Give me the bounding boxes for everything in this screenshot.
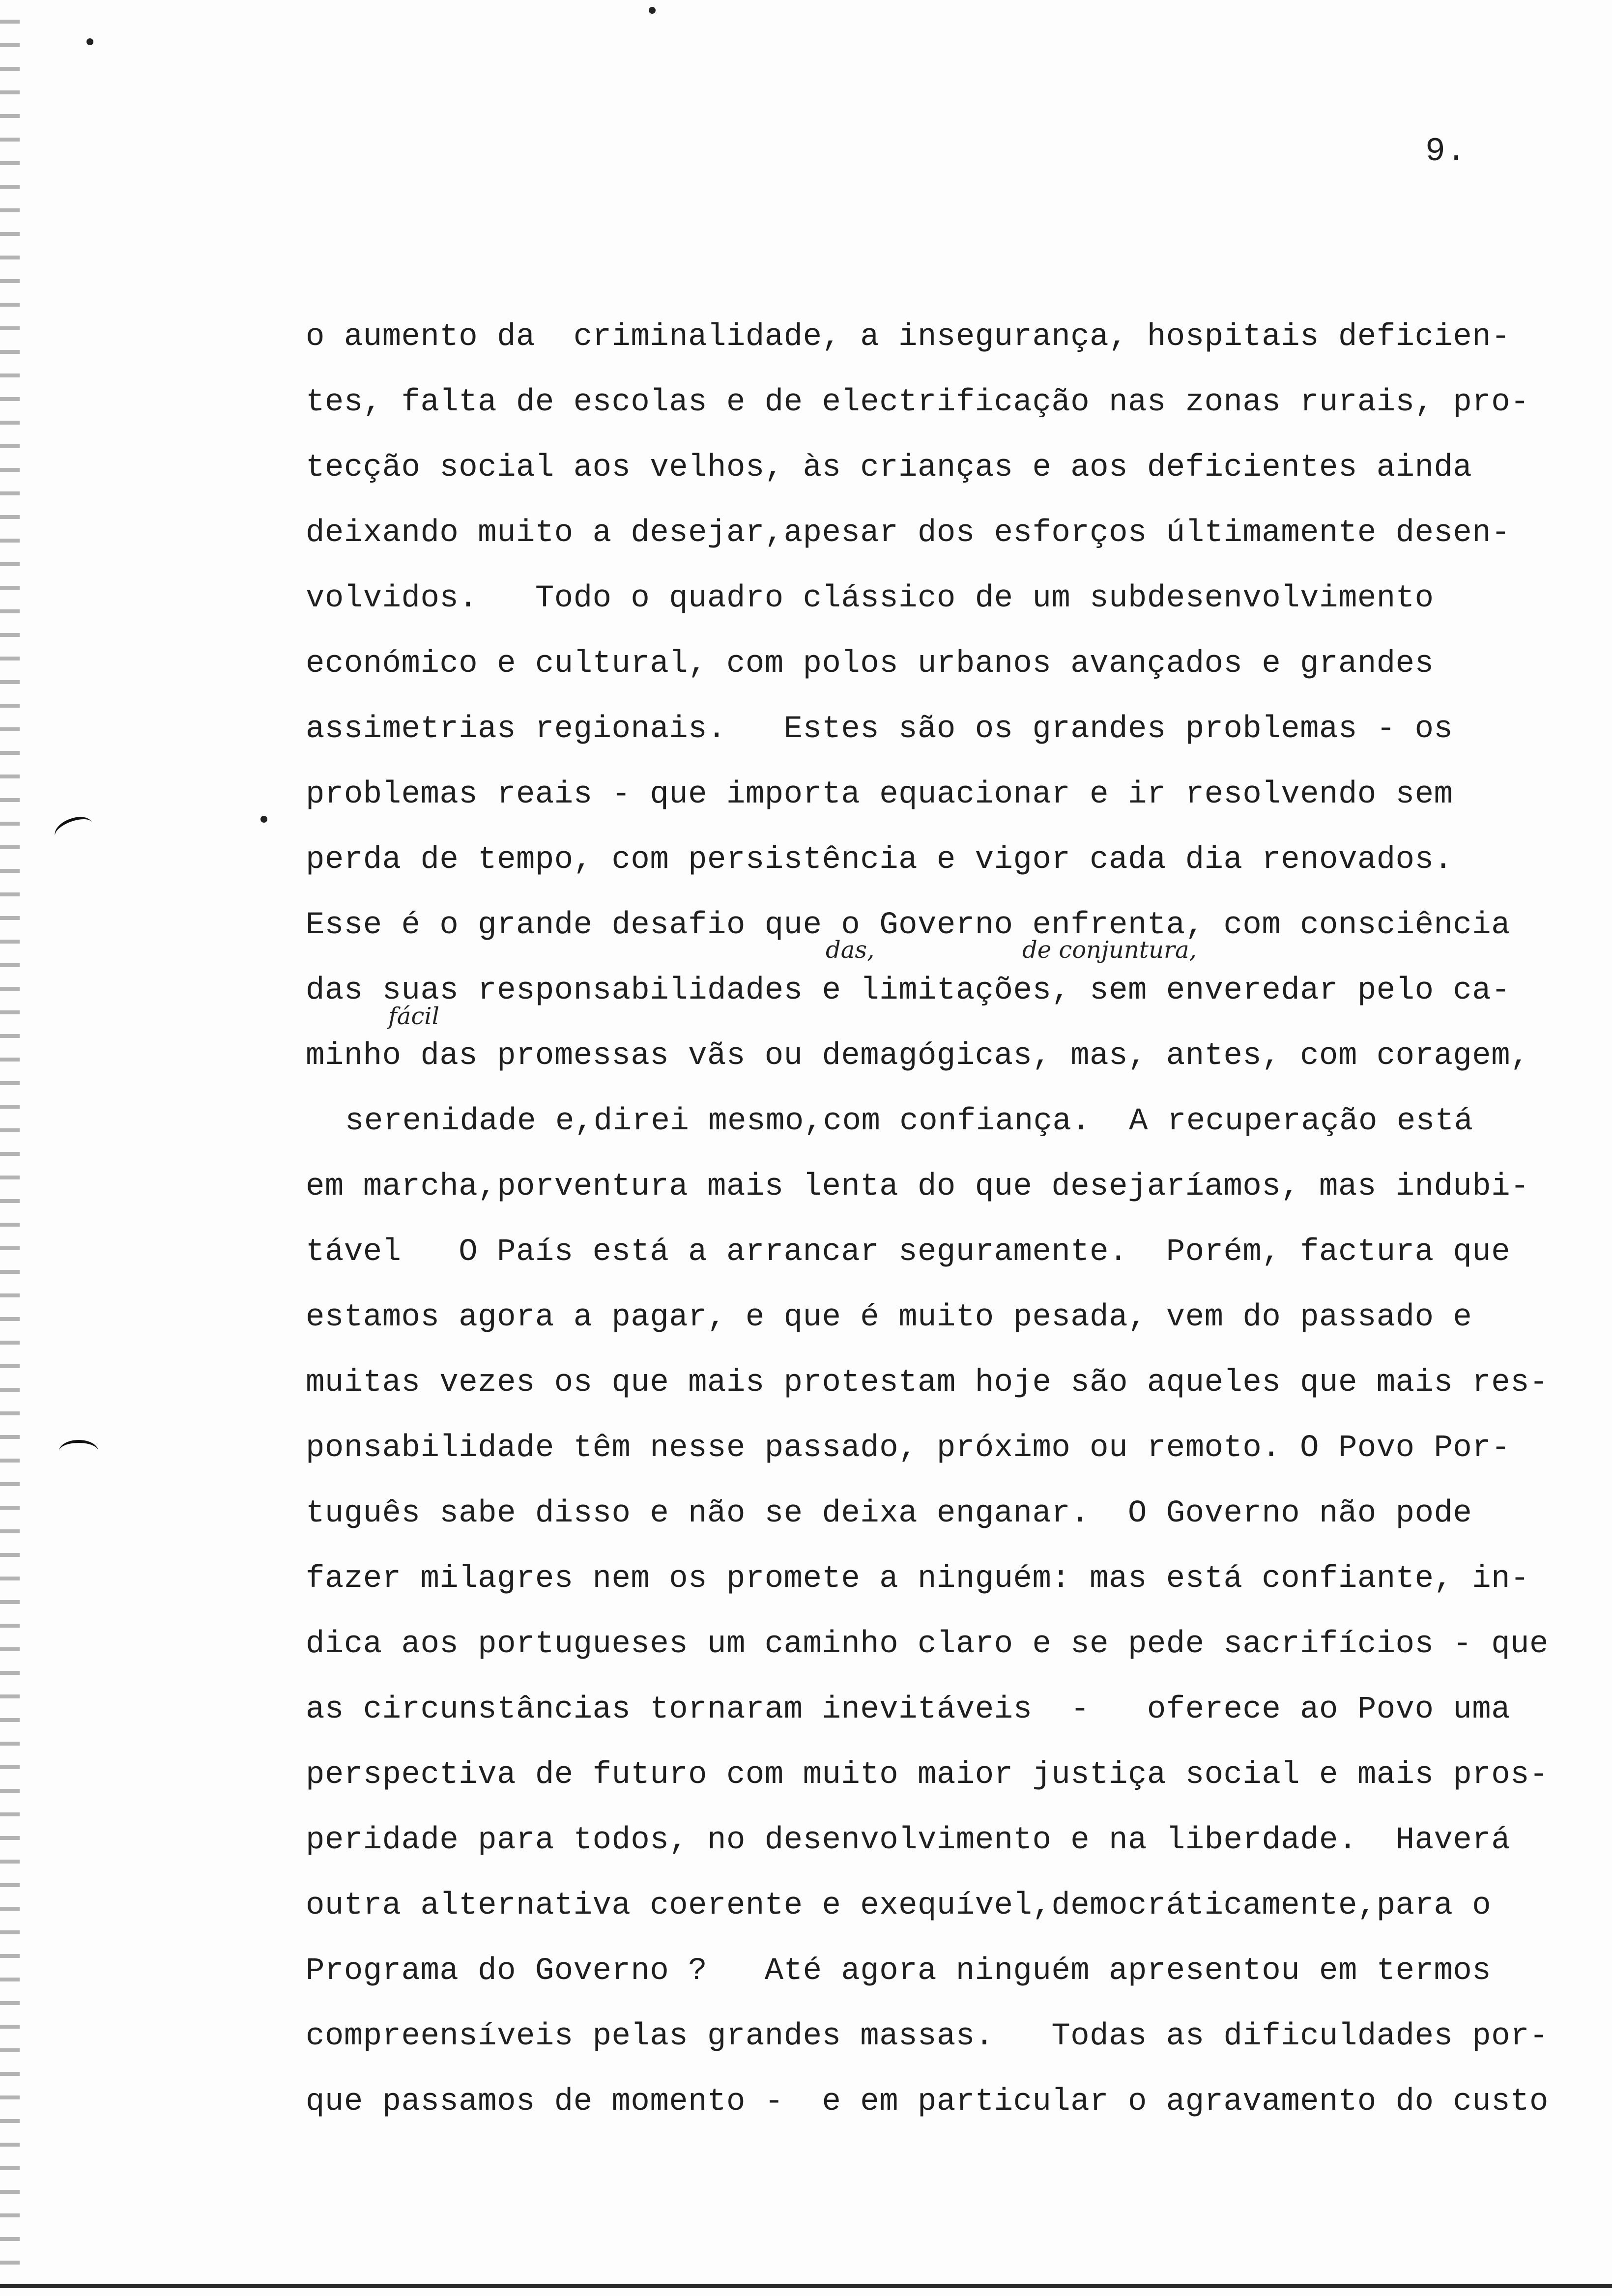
text-line: outra alternativa coerente e exequível,democráticamente,para o bbox=[306, 1888, 1492, 1923]
text-line: muitas vezes os que mais protestam hoje são aqueles que mais res- bbox=[306, 1365, 1549, 1401]
text-line: assimetrias regionais. Estes são os grandes problemas - os bbox=[306, 712, 1453, 747]
handwritten-note: fácil bbox=[388, 1003, 439, 1030]
text-line: em marcha,porventura mais lenta do que desejaríamos, mas indubi- bbox=[306, 1169, 1529, 1205]
handwritten-note: das, bbox=[826, 936, 875, 964]
text-line: o aumento da criminalidade, a insegurança, hospitais deficien- bbox=[306, 319, 1511, 355]
text-line: económico e cultural, com polos urbanos avançados e grandes bbox=[306, 646, 1434, 682]
text-line: minho das promessas vãs ou demagógicas, mas, antes, com coragem, bbox=[306, 1038, 1529, 1074]
text-line: tecção social aos velhos, às crianças e aos deficientes ainda bbox=[306, 450, 1472, 486]
text-line: deixando muito a desejar,apesar dos esforços últimamente desen- bbox=[306, 516, 1511, 551]
text-line: as circunstâncias tornaram inevitáveis - oferece ao Povo uma bbox=[306, 1692, 1511, 1727]
text-line: que passamos de momento - e em particular o agravamento do custo bbox=[306, 2084, 1549, 2120]
text-line: volvidos. Todo o quadro clássico de um subdesenvolvimento bbox=[306, 581, 1434, 616]
text-line: perspectiva de futuro com muito maior justiça social e mais pros- bbox=[306, 1757, 1549, 1793]
page-number: 9. bbox=[1425, 133, 1468, 171]
text-line: dica aos portugueses um caminho claro e se pede sacrifícios - que bbox=[306, 1627, 1549, 1662]
text-line: das suas responsabilidades e limitações, sem enveredar pelo ca- bbox=[306, 973, 1511, 1008]
text-line: tes, falta de escolas e de electrificação nas zonas rurais, pro- bbox=[306, 385, 1529, 420]
text-line: perda de tempo, com persistência e vigor cada dia renovados. bbox=[306, 842, 1453, 878]
punch-hole-mark bbox=[59, 1440, 98, 1463]
body-text bbox=[306, 305, 1583, 2135]
text-line: Esse é o grande desafio que o Governo enfrenta, com consciência bbox=[306, 908, 1511, 943]
handwritten-note: de conjuntura, bbox=[1022, 936, 1197, 964]
text-line: tável O País está a arrancar seguramente. Porém, factura que bbox=[306, 1234, 1511, 1270]
text-line: tuguês sabe disso e não se deixa enganar. O Governo não pode bbox=[306, 1496, 1472, 1531]
text-line: compreensíveis pelas grandes massas. Todas as dificuldades por- bbox=[306, 2019, 1549, 2054]
speck bbox=[649, 7, 656, 14]
binding-edge bbox=[0, 0, 20, 2296]
punch-hole-mark bbox=[52, 812, 96, 847]
text-line: ponsabilidade têm nesse passado, próximo ou remoto. O Povo Por- bbox=[306, 1431, 1511, 1466]
speck bbox=[86, 38, 93, 45]
text-line: problemas reais - que importa equacionar e ir resolvendo sem bbox=[306, 777, 1453, 812]
bottom-edge-rule bbox=[0, 2284, 1612, 2288]
text-line: peridade para todos, no desenvolvimento e na liberdade. Haverá bbox=[306, 1823, 1511, 1858]
text-line: fazer milagres nem os promete a ninguém: mas está confiante, in- bbox=[306, 1561, 1529, 1597]
text-line: Programa do Governo ? Até agora ninguém apresentou em termos bbox=[306, 1953, 1492, 1989]
text-line: serenidade e,direi mesmo,com confiança. A recuperação está bbox=[345, 1104, 1473, 1139]
speck bbox=[260, 816, 267, 823]
text-line: estamos agora a pagar, e que é muito pesada, vem do passado e bbox=[306, 1300, 1472, 1335]
